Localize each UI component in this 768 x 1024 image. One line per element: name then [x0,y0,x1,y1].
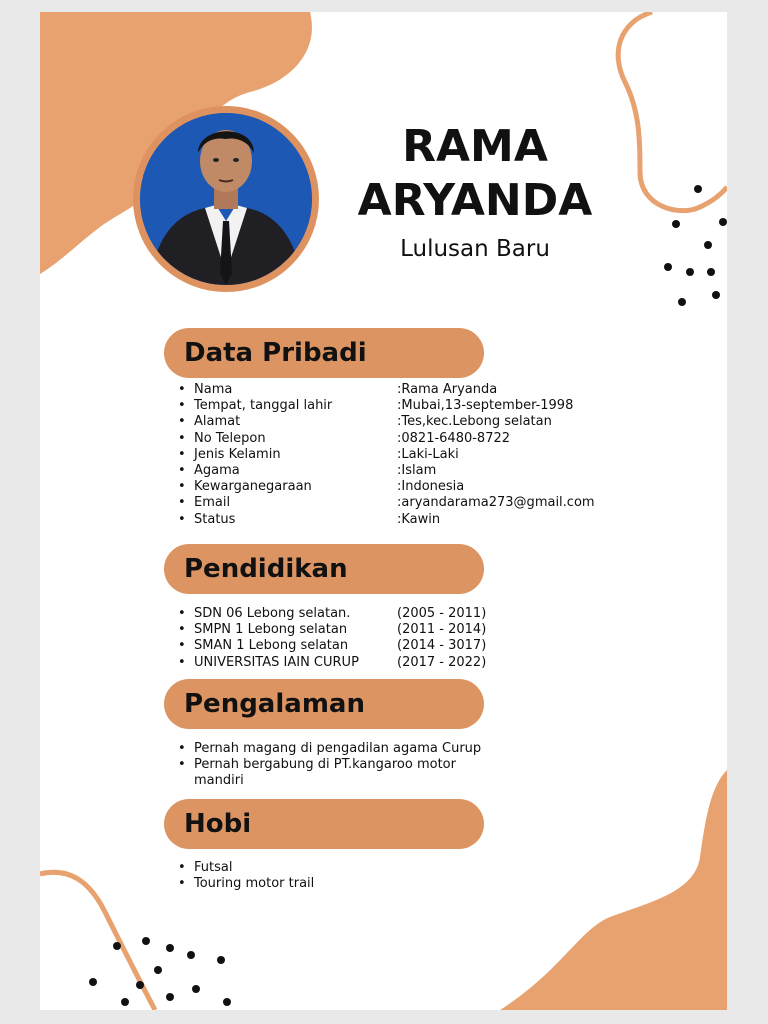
list-item: • Futsal [174,860,314,876]
list-item: • SMAN 1 Lebong selatan (2014 - 3017) [174,638,486,654]
section-header-personal [164,328,484,378]
list-item: • Agama :Islam [174,463,595,479]
list-item: • Alamat :Tes,kec.Lebong selatan [174,414,595,430]
list-item: • Status :Kawin [174,512,595,528]
full-name [340,120,610,228]
list-item: • Pernah bergabung di PT.kangaroo motor mandiri [174,757,494,789]
section-title-personal: Data Pribadi [184,338,367,368]
list-item: • Email :aryandarama273@gmail.com [174,495,595,511]
section-title-experience: Pengalaman [184,689,365,719]
experience-list [174,741,494,790]
hobby-list [174,860,314,892]
last-name: ARYANDA [357,175,593,226]
bottom-right-blob [500,770,727,1010]
list-item: • No Telepon :0821-6480-8722 [174,431,595,447]
list-item: • Tempat, tanggal lahir :Mubai,13-september-1998 [174,398,595,414]
section-title-education: Pendidikan [184,554,348,584]
list-item: • SMPN 1 Lebong selatan (2011 - 2014) [174,622,486,638]
bottom-left-curve [40,872,155,1010]
list-item: • Nama :Rama Aryanda [174,382,595,398]
section-header-experience [164,679,484,729]
list-item: • Pernah magang di pengadilan agama Curup [174,741,494,757]
job-title: Lulusan Baru [400,236,550,262]
resume-page [40,12,727,1010]
list-item: • Touring motor trail [174,876,314,892]
education-list [174,606,486,671]
first-name: RAMA [402,121,548,172]
top-right-dots [664,185,727,306]
list-item: • Jenis Kelamin :Laki-Laki [174,447,595,463]
list-item: • SDN 06 Lebong selatan. (2005 - 2011) [174,606,486,622]
bottom-left-dots [89,937,231,1006]
section-header-education [164,544,484,594]
list-item: • Kewarganegaraan :Indonesia [174,479,595,495]
section-title-hobby: Hobi [184,809,252,839]
profile-photo [133,106,319,292]
personal-list [174,382,595,528]
list-item: • UNIVERSITAS IAIN CURUP (2017 - 2022) [174,655,486,671]
section-header-hobby [164,799,484,849]
top-right-curve [618,12,727,211]
